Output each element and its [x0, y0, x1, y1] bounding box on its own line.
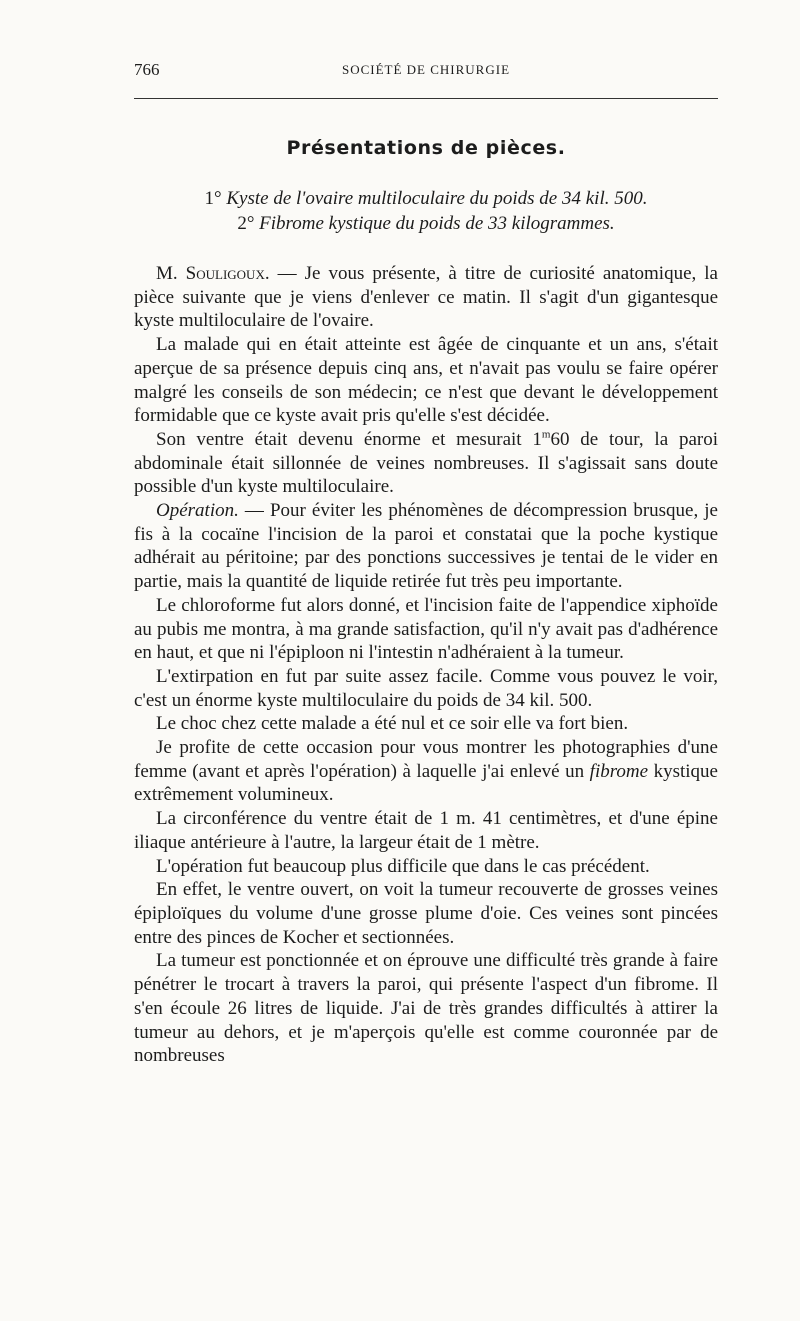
subtitle-1	[134, 186, 718, 211]
subtitle-number: 2°	[237, 213, 255, 234]
paragraph	[134, 428, 718, 499]
paragraph: L'extirpation en fut par suite assez facile. Comme vous pouvez le voir, c'est un énorme kyste multiloculaire du poids de 34 kil. 500.	[134, 665, 718, 711]
body-text	[134, 262, 718, 1068]
paragraph: En effet, le ventre ouvert, on voit la tumeur recouverte de grosses veines épiploïques du volume d'une grosse plume d'oie. Ces veines sont pincées entre des pinces de Kocher et sectionnées.	[134, 879, 718, 948]
paragraph: L'opération fut beaucoup plus difficile que dans le cas précédent.	[156, 855, 650, 877]
paragraph	[134, 262, 718, 333]
section-title: Présentations de pièces.	[286, 137, 566, 159]
italic-term: fibrome	[589, 760, 649, 782]
paragraph: La circonférence du ventre était de 1 m. 41 centimètres, et d'une épine iliaque antérieure à l'autre, la largeur était de 1 mètre.	[134, 808, 718, 853]
page-header	[134, 60, 718, 84]
paragraph-text: . — Je vous présente, à titre de curiosité anatomique, la pièce suivante que je viens d'enlever ce matin. Il s'agit d'un gigantesque kyste multiloculaire de l'ovaire.	[134, 263, 718, 332]
subtitle-text: Kyste de l'ovaire multiloculaire du poids de 34 kil. 500.	[226, 188, 648, 209]
paragraph: La tumeur est ponctionnée et on éprouve une difficulté très grande à faire pénétrer le trocart à travers la paroi, qui présente l'aspect d'un fibrome. Il s'en écoule 26 litres de liquide. J'ai de très grandes difficultés à attirer la tumeur au dehors, et je m'aperçois qu'elle est comme couronnée par de nombreuses	[134, 950, 718, 1067]
subtitles	[134, 186, 718, 236]
paragraph: Le choc chez cette malade a été nul et ce soir elle va fort bien.	[156, 713, 629, 735]
paragraph: La malade qui en était atteinte est âgée de cinquante et un ans, s'était aperçue de sa présence depuis cinq ans, et n'avait pas voulu se faire opérer malgré les conseils de son médecin; ce n'est que devant le développement formidable que ce kyste avait pris qu'elle s'est décidée.	[134, 334, 718, 427]
subtitle-number: 1°	[204, 188, 222, 209]
subtitle-text: Fibrome kystique du poids de 33 kilogrammes.	[259, 213, 615, 234]
paragraph: Le chloroforme fut alors donné, et l'incision faite de l'appendice xiphoïde au pubis me montra, à ma grande satisfaction, qu'il n'y avait pas d'adhérence en haut, et que ni l'épiploon ni l'intestin n'adhéraient à la tumeur.	[134, 594, 718, 664]
paragraph	[134, 736, 718, 807]
speaker-prefix: M.	[156, 263, 186, 284]
paragraph-text: Son ventre était devenu énorme et mesurait 1	[156, 428, 542, 450]
unit-superscript: m	[541, 428, 551, 441]
page-number: 766	[134, 60, 160, 79]
operation-label: Opération.	[156, 500, 239, 522]
paragraph-text: kystique extrêmement volumineux.	[134, 760, 718, 806]
header-rule	[134, 98, 718, 99]
subtitle-2	[134, 211, 718, 236]
paragraph-text: Je profite de cette occasion pour vous montrer les photographies d'une femme (avant et après l'opération) à laquelle j'ai enlevé un	[134, 737, 718, 782]
paragraph	[134, 499, 718, 594]
speaker-name: Souligoux	[185, 263, 265, 284]
paragraph-text: 60 de tour, la paroi abdominale était sillonnée de veines nombreuses. Il s'agissait sans doute possible d'un kyste multiloculaire.	[134, 428, 718, 498]
running-title: SOCIÉTÉ DE CHIRURGIE	[341, 62, 511, 77]
paragraph-text: — Pour éviter les phénomènes de décompression brusque, je fis à la cocaïne l'incision de la paroi et constatai que la poche kystique adhérait au péritoine; par des ponctions successives je tentai de le vider en partie, mais la quantité de liquide retirée fut très peu importante.	[134, 500, 718, 593]
